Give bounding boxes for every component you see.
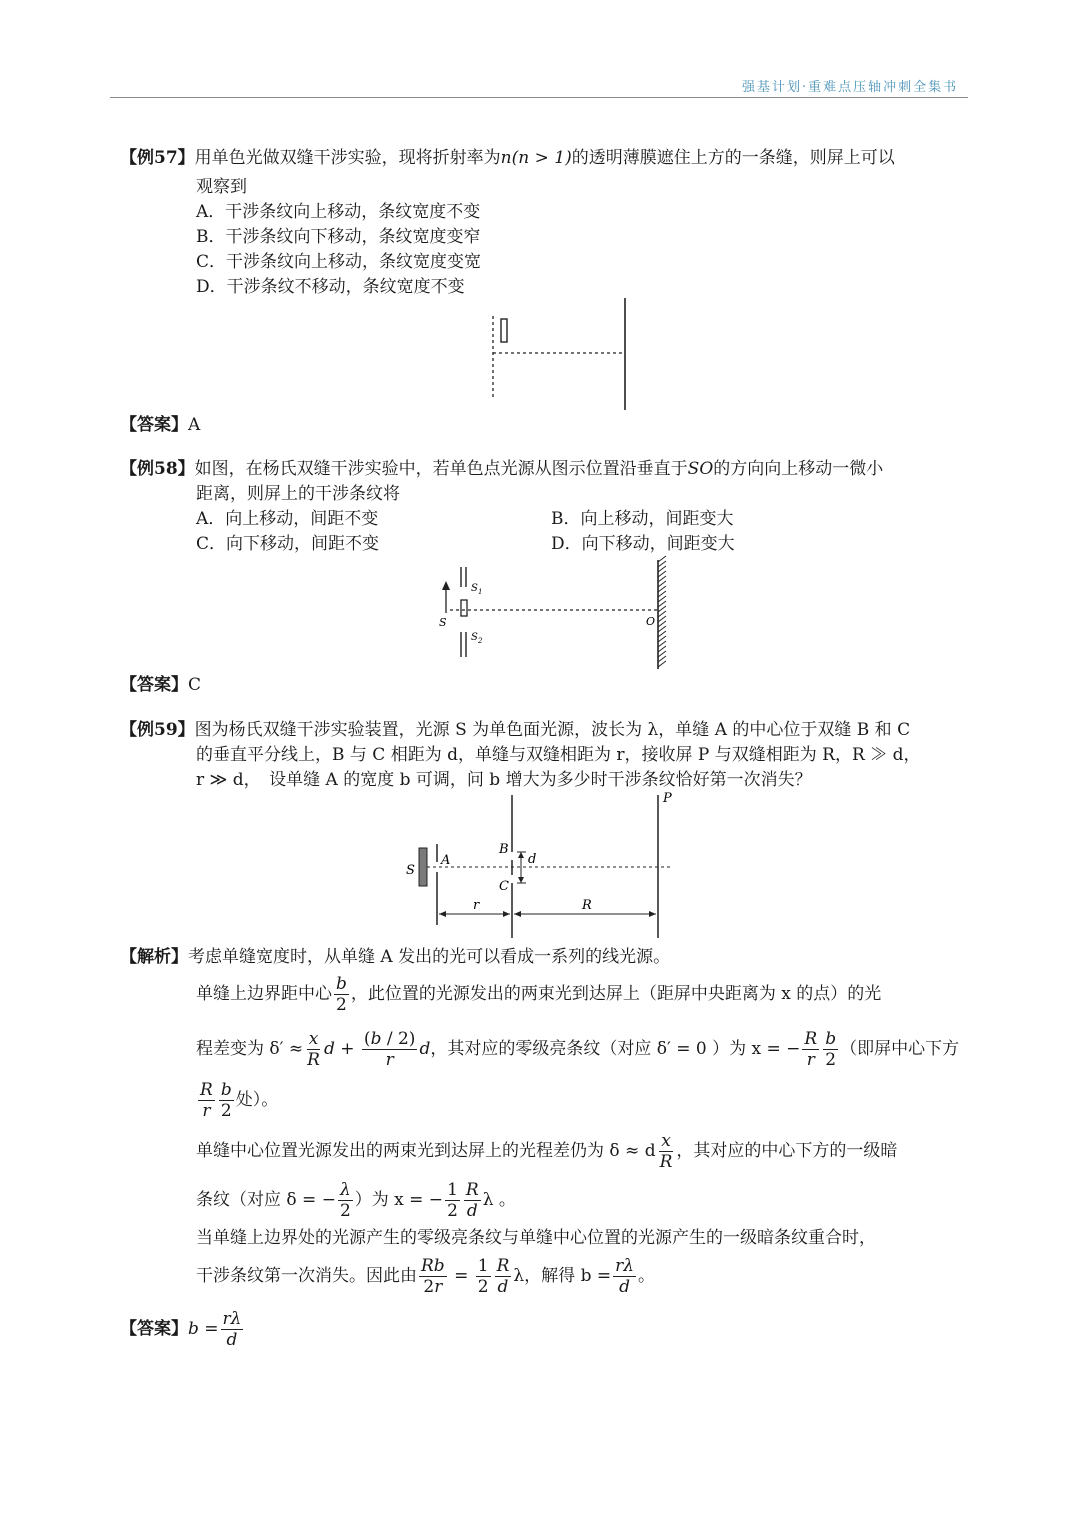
header-rule xyxy=(110,97,968,98)
ex57-stem-line2: 观察到 xyxy=(196,177,247,197)
ex58-answer-value: C xyxy=(188,675,202,695)
hatch-mark xyxy=(658,591,666,597)
ex59-stem-line1: 【例59】图为杨氏双缝干涉实验装置，光源 S 为单色面光源，波长为 λ，单缝 A 的中心位于双缝 B 和 C xyxy=(120,720,911,740)
hatch-mark xyxy=(658,581,666,587)
ex59-analysis-line5: 单缝中心位置光源发出的两束光到达屏上的光程差仍为 δ ≈ d $\frac{x}{R}$ ，其对应的中心下方的一级暗 xyxy=(196,1131,898,1172)
hatch-mark xyxy=(658,661,666,667)
hatch-mark xyxy=(658,606,666,612)
ex59-analysis-line2: 单缝上边界距中心 $\frac{b}{2}$ ，此位置的光源发出的两束光到达屏上（距屏中央距离为 x 的点）的光 xyxy=(196,974,882,1015)
ex58-option-d: D．向下移动，间距变大 xyxy=(551,534,735,554)
hatch-mark xyxy=(658,651,666,657)
ex58-stem-line1: 【例58】如图，在杨氏双缝干涉实验中，若单色点光源从图示位置沿垂直于SO的方向向上移动一微小 xyxy=(120,459,884,479)
hatch-mark xyxy=(658,561,666,567)
ex59-analysis-line7: 当单缝上边界处的光源产生的零级亮条纹与单缝中心位置的光源产生的一级暗条纹重合时， xyxy=(196,1228,876,1248)
hatch-mark xyxy=(658,556,666,562)
hatch-mark xyxy=(658,631,666,637)
svg-text:O: O xyxy=(646,615,656,628)
svg-text:2: 2 xyxy=(478,637,483,645)
hatch-mark xyxy=(658,586,666,592)
hatch-mark xyxy=(658,596,666,602)
svg-text:B: B xyxy=(499,842,509,857)
svg-text:C: C xyxy=(499,879,509,894)
hatch-mark xyxy=(658,636,666,642)
ex59-stem-line3: r ≫ d， 设单缝 A 的宽度 b 可调，问 b 增大为多少时干涉条纹恰好第一次消失？ xyxy=(196,770,812,790)
hatch-mark xyxy=(658,601,666,607)
ex59-analysis-line8: 干涉条纹第一次消失。因此由 $\frac{Rb}{2r}$ = $\frac{1}{2}$ $\frac{R}{d}$ λ，解得 b = $\frac{r\lambda}{d}$ 。 xyxy=(196,1256,656,1297)
ex58-tag: 【例58】 xyxy=(120,459,195,479)
ex59-tag: 【例59】 xyxy=(120,720,195,740)
ex57-tag: 【例57】 xyxy=(120,148,195,168)
svg-text:P: P xyxy=(663,791,672,806)
hatch-mark xyxy=(658,611,666,617)
svg-text:S: S xyxy=(439,616,447,629)
hatch-mark xyxy=(658,641,666,647)
hatch-mark xyxy=(658,656,666,662)
ex57-answer-value: A xyxy=(188,415,201,435)
ex59-figure xyxy=(400,790,680,940)
ex59-analysis-line6: 条纹（对应 δ = − $\frac{\lambda}{2}$ ）为 x = − $\frac{1}{2}$ $\frac{R}{d}$ λ 。 xyxy=(196,1180,516,1221)
ex58-answer: 【答案】C xyxy=(120,675,202,695)
svg-text:d: d xyxy=(528,852,537,867)
ex58-stem-line2: 距离，则屏上的干涉条纹将 xyxy=(196,484,400,504)
ex59-answer: 【答案】b = $\frac{r\lambda}{d}$ xyxy=(120,1309,242,1350)
hatch-mark xyxy=(658,621,666,627)
svg-text:R: R xyxy=(582,898,592,913)
svg-text:1: 1 xyxy=(478,588,483,596)
ex59-analysis-line3: 程差变为 δ′ ≈ $\frac{x}{R}$ d + $\frac{(b / 2)}{r}$ d，其对应的零级亮条纹（对应 δ′ = 0 ）为 x = − $\frac{R}{r}$ $\frac{b}{2}$ （即屏中心下方 xyxy=(196,1029,960,1070)
hatch-mark xyxy=(658,571,666,577)
hatch-mark xyxy=(658,626,666,632)
ex59-stem-line2: 的垂直平分线上，B 与 C 相距为 d，单缝与双缝相距为 r，接收屏 P 与双缝相距为 R，R ≫ d， xyxy=(196,745,921,765)
ex57-option-b: B．干涉条纹向下移动，条纹宽度变窄 xyxy=(196,227,481,247)
ex58-option-c: C．向下移动，间距不变 xyxy=(196,534,380,554)
running-header: 强基计划·重难点压轴冲刺全集书 xyxy=(742,80,959,95)
hatch-mark xyxy=(658,576,666,582)
ex57-figure xyxy=(480,296,640,414)
svg-text:S: S xyxy=(406,863,415,878)
svg-text:A: A xyxy=(441,853,451,868)
svg-text:r: r xyxy=(473,898,480,913)
ex57-option-d: D．干涉条纹不移动，条纹宽度不变 xyxy=(196,277,465,297)
ex59-analysis-tag: 【解析】 xyxy=(120,947,188,967)
ex59-answer-value: b = xyxy=(188,1319,219,1339)
ex57-option-a: A．干涉条纹向上移动，条纹宽度不变 xyxy=(196,202,481,222)
ex57-math: n(n > 1) xyxy=(500,148,572,168)
hatch-mark xyxy=(658,616,666,622)
hatch-mark xyxy=(658,646,666,652)
ex57-option-c: C．干涉条纹向上移动，条纹宽度变宽 xyxy=(196,252,482,272)
ex59-analysis-line4: $\frac{R}{r}$ $\frac{b}{2}$ 处）。 xyxy=(200,1080,279,1121)
ex57-answer: 【答案】A xyxy=(120,415,201,435)
ex59-analysis-line1: 【解析】考虑单缝宽度时，从单缝 A 发出的光可以看成一系列的线光源。 xyxy=(120,947,671,967)
ex58-option-a: A．向上移动，间距不变 xyxy=(196,509,379,529)
ex58-option-b: B．向上移动，间距变大 xyxy=(551,509,734,529)
ex58-figure xyxy=(430,557,680,675)
svg-text:S: S xyxy=(471,583,478,594)
svg-text:S: S xyxy=(471,632,478,643)
hatch-mark xyxy=(658,566,666,572)
ex57-stem-line1: 【例57】用单色光做双缝干涉实验，现将折射率为n(n > 1)的透明薄膜遮住上方的一条缝，则屏上可以 xyxy=(120,148,895,168)
